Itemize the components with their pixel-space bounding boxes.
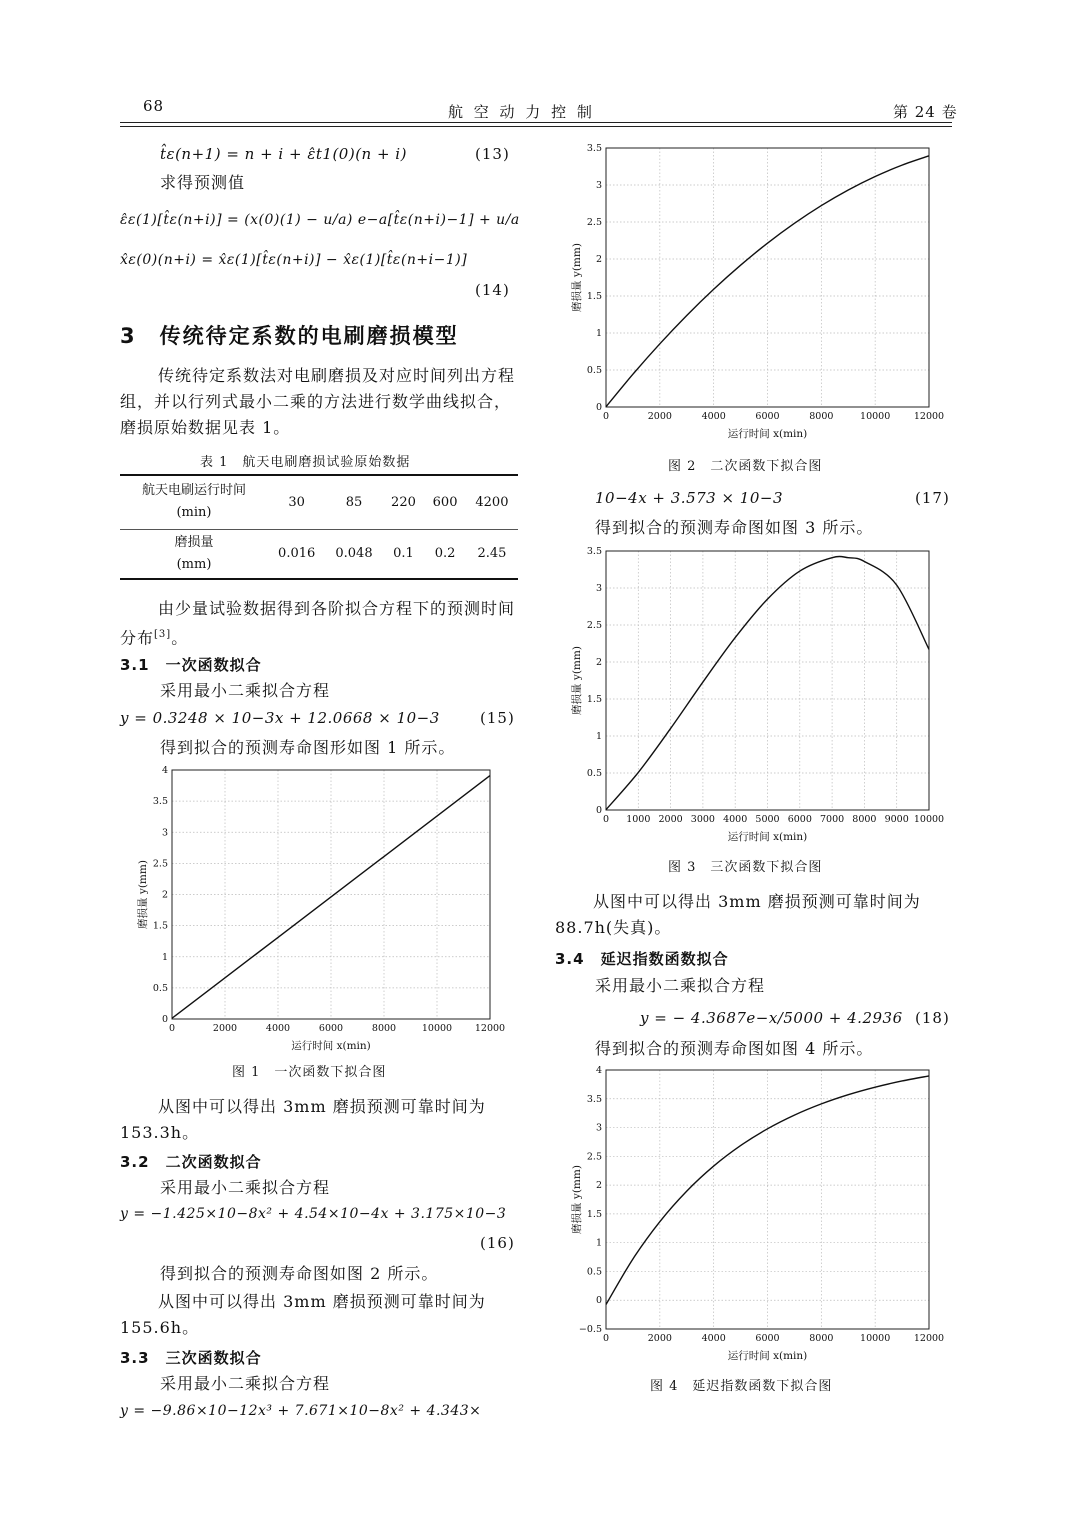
- y-tick-label: 1.5: [586, 291, 602, 302]
- x-tick-label: 12000: [913, 1333, 945, 1344]
- y-tick-label: 2: [595, 254, 602, 265]
- figure-3-caption: 图 3 三次函数下拟合图: [668, 860, 823, 875]
- section-3-4-p2: 得到拟合的预测寿命图如图 4 所示。: [595, 1039, 874, 1058]
- x-tick-label: 6000: [755, 411, 780, 422]
- y-tick-label: 2: [161, 889, 168, 901]
- y-tick-label: 2.5: [586, 217, 602, 228]
- y-tick-label: 0.5: [152, 982, 168, 994]
- x-tick-label: 8000: [852, 814, 877, 825]
- section-3-2-title: 3.2 二次函数拟合: [120, 1153, 262, 1171]
- x-tick-label: 9000: [884, 814, 909, 825]
- y-axis-label: 磨损量 y(mm): [571, 1165, 583, 1234]
- y-tick-label: 3: [595, 1122, 602, 1134]
- y-tick-label: 2: [595, 657, 602, 668]
- section-3-1-p1: 采用最小二乘拟合方程: [160, 681, 331, 700]
- y-tick-label: 0.5: [586, 1266, 602, 1278]
- x-tick-label: 2000: [658, 814, 683, 825]
- y-tick-label: 0: [595, 1295, 602, 1307]
- section-3-2-p1: 采用最小二乘拟合方程: [160, 1178, 331, 1197]
- y-axis-label: 磨损量 y(mm): [571, 646, 583, 715]
- x-tick-label: 5000: [755, 814, 780, 825]
- equation-16: y = −1.425×10−8x² + 4.54×10−4x + 3.175×10−3: [120, 1206, 507, 1222]
- y-axis-label: 磨损量 y(mm): [571, 243, 583, 312]
- x-axis-label: 运行时间 x(min): [727, 1350, 808, 1362]
- table-1: [120, 474, 518, 580]
- section-3-1-title: 3.1 一次函数拟合: [120, 656, 262, 674]
- x-tick-label: 6000: [755, 1333, 780, 1344]
- x-tick-label: 4000: [265, 1023, 291, 1034]
- x-tick-label: 0: [602, 411, 610, 422]
- y-axis-label: 磨损量 y(mm): [137, 860, 149, 929]
- table-cell: 85: [325, 475, 382, 529]
- x-axis-label: 运行时间 x(min): [727, 831, 808, 843]
- x-tick-label: 12000: [474, 1023, 506, 1034]
- equation-13-number: (13): [475, 145, 510, 163]
- equation-17-number: (17): [915, 489, 950, 507]
- table-cell: 600: [424, 475, 466, 529]
- equation-15-number: (15): [480, 709, 515, 727]
- y-tick-label: 1: [161, 951, 168, 963]
- x-tick-label: 10000: [860, 411, 891, 422]
- y-tick-label: −0.5: [578, 1324, 602, 1335]
- y-tick-label: 3.5: [586, 546, 602, 557]
- equation-14-number: (14): [475, 281, 510, 299]
- citation-ref: [3]: [154, 629, 172, 640]
- x-tick-label: 6000: [318, 1023, 344, 1034]
- equation-13: t̂ε(n+1) = n + i + ε̂t1(0)(n + i): [160, 145, 407, 163]
- x-tick-label: 2000: [647, 1333, 672, 1344]
- table-cell: 2.45: [466, 529, 518, 579]
- table-cell: 0.016: [268, 529, 325, 579]
- figure-3-chart: [566, 543, 951, 848]
- table-cell: 0.1: [383, 529, 425, 579]
- x-axis-label: 运行时间 x(min): [727, 428, 808, 440]
- figure-2-chart: [566, 140, 951, 445]
- x-tick-label: 4000: [701, 1333, 726, 1344]
- y-tick-label: 2.5: [586, 1151, 602, 1163]
- y-tick-label: 4: [595, 1065, 602, 1076]
- y-tick-label: 3.5: [152, 796, 168, 808]
- x-tick-label: 10000: [421, 1023, 453, 1034]
- table-1-caption: 表 1 航天电刷磨损试验原始数据: [200, 455, 411, 470]
- equation-14a: ε̂ε(1)[t̂ε(n+i)] = (x(0)(1) − u/a) e−a[t̂ε(n+i)−1] + u/a: [120, 212, 520, 228]
- y-tick-label: 3: [595, 180, 602, 191]
- x-tick-label: 12000: [913, 411, 945, 422]
- x-tick-label: 10000: [913, 814, 945, 825]
- section-3-3-p2: 得到拟合的预测寿命图如图 3 所示。: [595, 518, 874, 537]
- y-tick-label: 2.5: [586, 620, 602, 631]
- y-tick-label: 3: [595, 583, 602, 594]
- y-tick-label: 3.5: [586, 1093, 602, 1105]
- equation-16-number: (16): [480, 1234, 515, 1252]
- section-3-3-title: 3.3 三次函数拟合: [120, 1349, 262, 1367]
- section-3-3-p1: 采用最小二乘拟合方程: [160, 1374, 331, 1393]
- journal-title: 航 空 动 力 控 制: [448, 103, 595, 121]
- table-row2-label: 磨损量 (mm): [120, 529, 268, 579]
- table-cell: 4200: [466, 475, 518, 529]
- section-3-4-p1: 采用最小二乘拟合方程: [595, 976, 766, 995]
- header-rule-bottom: [120, 126, 952, 127]
- section-3-1-p2: 得到拟合的预测寿命图形如图 1 所示。: [160, 738, 456, 757]
- x-tick-label: 0: [168, 1023, 176, 1034]
- equation-17-part1: y = −9.86×10−12x³ + 7.671×10−8x² + 4.343×: [120, 1403, 482, 1419]
- x-tick-label: 8000: [809, 411, 834, 422]
- paragraph-after-table: 由少量试验数据得到各阶拟合方程下的预测时间分布[3]。: [120, 599, 516, 648]
- y-tick-label: 1: [595, 1237, 602, 1249]
- y-tick-label: 4: [161, 765, 168, 776]
- section-3-2-p3: 从图中可以得出 3mm 磨损预测可靠时间为 155.6h。: [120, 1292, 486, 1337]
- section-3-1-p3: 从图中可以得出 3mm 磨损预测可靠时间为 153.3h。: [120, 1097, 486, 1142]
- y-tick-label: 0: [595, 805, 602, 816]
- x-tick-label: 4000: [701, 411, 726, 422]
- x-axis-label: 运行时间 x(min): [291, 1040, 371, 1052]
- page-number: 68: [143, 97, 165, 115]
- figure-4-chart: [566, 1062, 951, 1367]
- y-tick-label: 1.5: [586, 694, 602, 705]
- y-tick-label: 0: [595, 402, 602, 413]
- figure-2-caption: 图 2 二次函数下拟合图: [668, 459, 823, 474]
- predict-label: 求得预测值: [160, 173, 246, 192]
- y-tick-label: 2.5: [152, 858, 168, 870]
- y-tick-label: 3: [161, 827, 168, 839]
- volume-label: 第 24 卷: [893, 103, 958, 121]
- table-row1-label: 航天电刷运行时间 (min): [120, 475, 268, 529]
- equation-18: y = − 4.3687e−x/5000 + 4.2936: [640, 1009, 903, 1027]
- x-tick-label: 7000: [820, 814, 845, 825]
- section-3-title: 3 传统待定系数的电刷磨损模型: [120, 324, 459, 348]
- y-tick-label: 0.5: [586, 768, 602, 779]
- y-tick-label: 0.5: [586, 365, 602, 376]
- y-tick-label: 3.5: [586, 143, 602, 154]
- section-3-3-p3: 从图中可以得出 3mm 磨损预测可靠时间为 88.7h(失真)。: [555, 892, 921, 937]
- equation-17-part2: 10−4x + 3.573 × 10−3: [595, 489, 784, 507]
- x-tick-label: 1000: [626, 814, 651, 825]
- y-tick-label: 2: [595, 1180, 602, 1192]
- equation-18-number: (18): [915, 1009, 950, 1027]
- figure-1-chart: [132, 762, 512, 1057]
- figure-4-caption: 图 4 延迟指数函数下拟合图: [650, 1379, 833, 1394]
- x-tick-label: 2000: [212, 1023, 238, 1034]
- y-tick-label: 1: [595, 328, 602, 339]
- x-tick-label: 6000: [787, 814, 812, 825]
- x-tick-label: 8000: [371, 1023, 397, 1034]
- x-tick-label: 4000: [723, 814, 748, 825]
- x-tick-label: 0: [602, 1333, 610, 1344]
- x-tick-label: 10000: [860, 1333, 891, 1344]
- equation-15: y = 0.3248 × 10−3x + 12.0668 × 10−3: [120, 709, 440, 727]
- y-tick-label: 0: [161, 1014, 168, 1025]
- figure-1-caption: 图 1 一次函数下拟合图: [232, 1065, 387, 1080]
- y-tick-label: 1.5: [152, 920, 168, 932]
- x-tick-label: 0: [602, 814, 610, 825]
- section-3-2-p2: 得到拟合的预测寿命图如图 2 所示。: [160, 1264, 439, 1283]
- table-cell: 30: [268, 475, 325, 529]
- x-tick-label: 3000: [690, 814, 715, 825]
- x-tick-label: 2000: [647, 411, 672, 422]
- y-tick-label: 1: [595, 731, 602, 742]
- x-tick-label: 8000: [809, 1333, 834, 1344]
- table-cell: 220: [383, 475, 425, 529]
- table-cell: 0.048: [325, 529, 382, 579]
- table-cell: 0.2: [424, 529, 466, 579]
- equation-14b: x̂ε(0)(n+i) = x̂ε(1)[t̂ε(n+i)] − x̂ε(1)[t̂ε(n+i−1)]: [120, 252, 468, 268]
- y-tick-label: 1.5: [586, 1208, 602, 1220]
- section-3-paragraph: 传统待定系数法对电刷磨损及对应时间列出方程组，并以行列式最小二乘的方法进行数学曲线拟合，磨损原始数据见表 1。: [120, 366, 516, 437]
- section-3-4-title: 3.4 延迟指数函数拟合: [555, 950, 729, 968]
- header-rule-top: [120, 122, 952, 123]
